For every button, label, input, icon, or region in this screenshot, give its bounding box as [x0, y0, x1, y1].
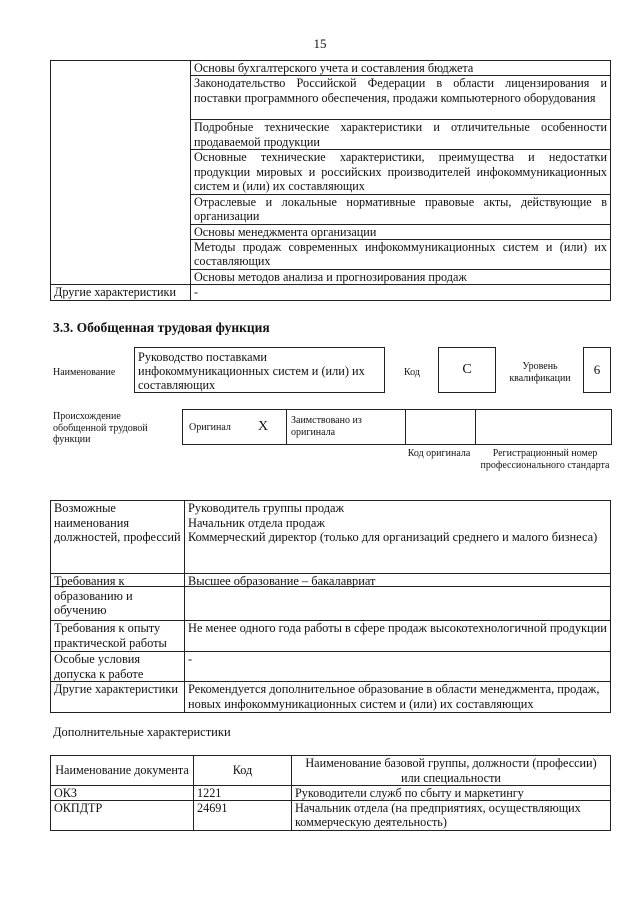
blank-label-cell: [51, 61, 191, 285]
requirements-table: [50, 573, 611, 713]
code-cell: 24691: [194, 801, 292, 831]
divider: [286, 410, 287, 444]
req-label: Особые условия допуска к работе: [51, 652, 185, 682]
reg-number-caption: Регистрационный номер профессионального стандарта: [480, 448, 610, 471]
req-value: Не менее одного года работы в сфере продаж высокотехнологичной продукции: [185, 621, 611, 652]
code-box: [438, 347, 496, 393]
section-title: 3.3. Обобщенная трудовая функция: [53, 320, 270, 335]
knowledge-item: Основы методов анализа и прогнозирования продаж: [191, 270, 611, 285]
additional-table: [50, 755, 611, 831]
header-code: Код: [194, 756, 292, 786]
req-label: Требования к образованию и обучению: [51, 574, 185, 621]
group-cell: Руководители служб по сбыту и маркетингу: [292, 786, 611, 801]
origin-label: Происхождение обобщенной трудовой функции: [53, 411, 148, 445]
original-mark: Х: [258, 419, 269, 434]
req-value: Высшее образование – бакалавриат: [185, 574, 611, 621]
req-value: -: [185, 652, 611, 682]
header-doc: Наименование документа: [51, 756, 194, 786]
knowledge-table: [50, 60, 611, 301]
other-value: -: [191, 285, 611, 300]
function-name-box: [134, 347, 385, 393]
positions-label: Возможные наименования должностей, профессий: [51, 501, 185, 587]
function-name: Руководство поставками инфокоммуникационных систем и (или) их составляющих: [138, 350, 365, 393]
header-group: Наименование базовой группы, должности (профессии) или специальности: [292, 756, 611, 786]
level-label: Уровень квалификации: [509, 361, 571, 384]
position-item: Руководитель группы продаж: [188, 501, 345, 515]
position-item: Коммерческий директор (только для организаций среднего и малого бизнеса): [188, 530, 598, 544]
knowledge-item: Основные технические характеристики, преимущества и недостатки продукции мировых и российских производителей инфокоммуникационных систем и (или) их составляющих: [191, 150, 611, 194]
req-value: Рекомендуется дополнительное образование в области менеджмента, продаж, новых инфокоммуникационных систем и (или) их составляющих: [185, 682, 611, 713]
code-value: С: [462, 362, 472, 377]
knowledge-item: Основы бухгалтерского учета и составления бюджета: [191, 61, 611, 76]
divider: [405, 410, 406, 444]
original-label: Оригинал: [189, 422, 231, 433]
borrowed-label: Заимствовано из оригинала: [291, 415, 362, 438]
other-label: Другие характеристики: [51, 285, 191, 300]
knowledge-item: Основы менеджмента организации: [191, 224, 611, 239]
code-original-caption: Код оригинала: [407, 448, 471, 459]
divider: [475, 410, 476, 444]
additional-title: Дополнительные характеристики: [53, 725, 231, 739]
name-label: Наименование: [53, 367, 116, 378]
level-value: 6: [593, 362, 601, 377]
knowledge-item: Методы продаж современных инфокоммуникационных систем и (или) их составляющих: [191, 240, 611, 270]
level-box: [583, 347, 611, 393]
req-label: Требования к опыту практической работы: [51, 621, 185, 652]
page-number: 15: [313, 36, 327, 51]
req-label: Другие характеристики: [51, 682, 185, 713]
position-item: Начальник отдела продаж: [188, 515, 325, 530]
knowledge-item: Законодательство Российской Федерации в области лицензирования и поставки программного обеспечения, продажи компьютерного оборудования: [191, 76, 611, 120]
doc-cell: ОКПДТР: [51, 801, 194, 831]
doc-cell: ОКЗ: [51, 786, 194, 801]
knowledge-item: Подробные технические характеристики и отличительные особенности продаваемой продукции: [191, 120, 611, 150]
code-label: Код: [404, 367, 420, 378]
group-cell: Начальник отдела (на предприятиях, осуществляющих коммерческую деятельность): [292, 801, 611, 831]
origin-boxes: [182, 409, 612, 445]
knowledge-item: Отраслевые и локальные нормативные правовые акты, действующие в организации: [191, 194, 611, 224]
code-cell: 1221: [194, 786, 292, 801]
